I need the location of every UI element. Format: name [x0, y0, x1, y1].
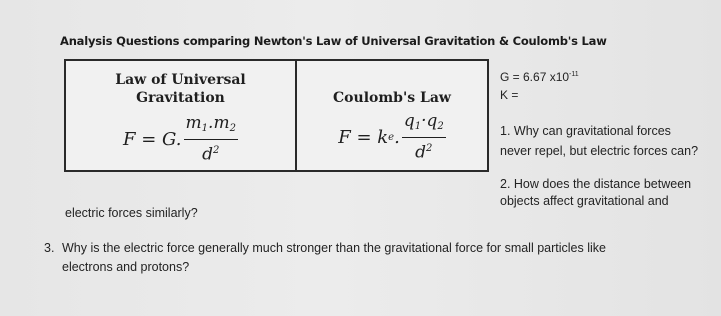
newton-law-cell	[65, 60, 296, 171]
question-1-line-1: 1. Why can gravitational forces	[500, 124, 671, 138]
newton-formula: F = G. $\frac{m_1.m_2}{d^2}$	[123, 113, 236, 165]
coulomb-formula: F = k e . $\frac{q_1\cdot q_2}{d^2}$	[338, 111, 444, 163]
question-3-line-1: Why is the electric force generally much stronger than the gravitational force for small particles like	[62, 241, 606, 255]
newton-fraction	[184, 113, 238, 166]
question-3	[44, 239, 606, 277]
question-3-number: 3.	[44, 241, 55, 255]
coulomb-law-cell	[296, 60, 488, 171]
comparison-table	[64, 59, 489, 172]
coulomb-fraction	[402, 111, 446, 164]
question-2-line-1: 2. How does the distance between	[500, 177, 692, 191]
question-2-line-2: objects affect gravitational and	[500, 194, 669, 208]
newton-law-header: Law of Universal Gravitation	[115, 72, 246, 106]
question-2-line-3: electric forces similarly?	[65, 206, 198, 220]
question-3-line-2: electrons and protons?	[62, 260, 190, 274]
question-1-line-2: never repel, but electric forces can?	[500, 144, 699, 158]
gravitational-constant: G = 6.67 $x10^{-11}$	[500, 70, 579, 84]
coulomb-constant: K =	[500, 88, 519, 102]
coulomb-numerator: $q_1\cdot q_2$	[402, 111, 446, 138]
coulomb-law-header: Coulomb's Law	[333, 90, 451, 106]
newton-numerator: $m_1.m_2$	[184, 113, 238, 140]
coulomb-denominator: $d^2$	[415, 142, 433, 163]
worksheet-title: Analysis Questions comparing Newton's Law of Universal Gravitation & Coulomb's Law	[60, 34, 607, 48]
newton-denominator: $d^2$	[202, 144, 220, 165]
